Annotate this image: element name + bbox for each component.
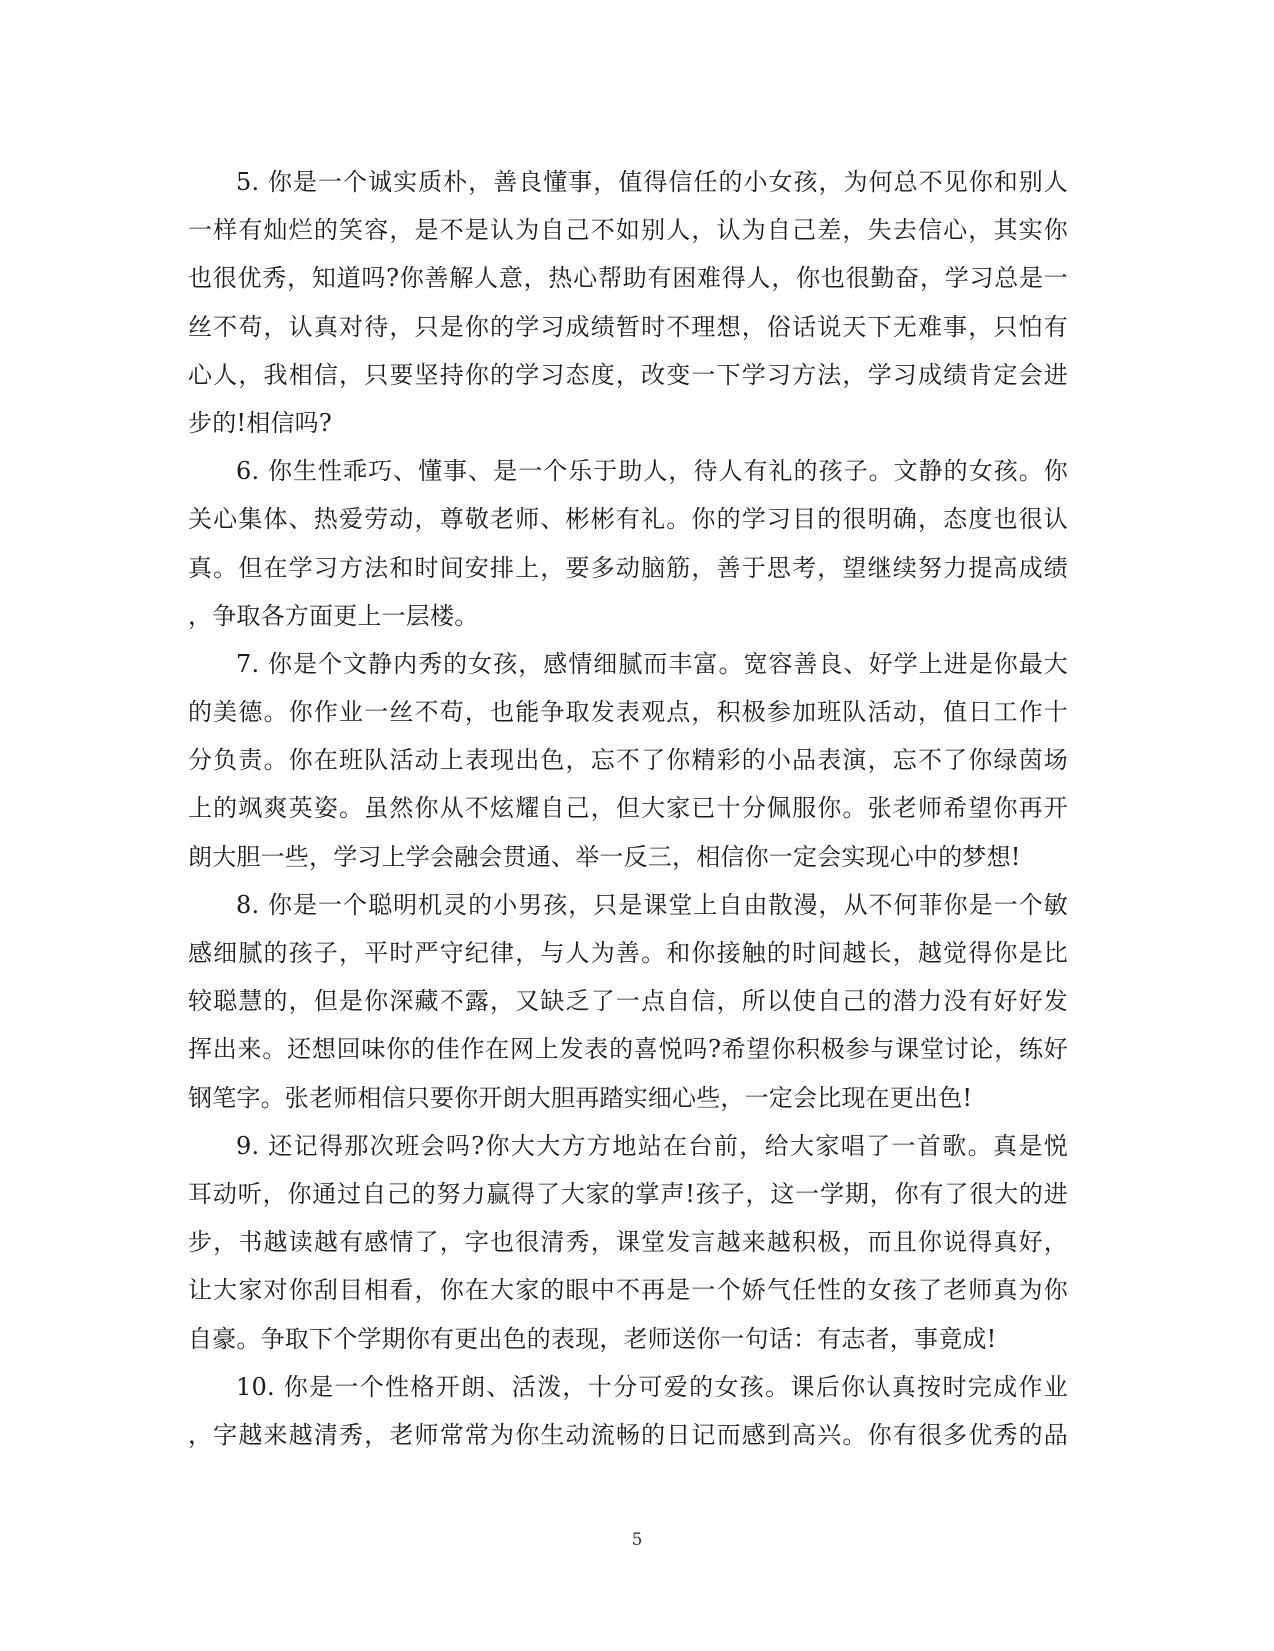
- text-line: 的美德。你作业一丝不苟，也能争取发表观点，积极参加班队活动，值日工作十: [188, 698, 1068, 727]
- text-line: ，字越来越清秀，老师常常为你生动流畅的日记而感到高兴。你有很多优秀的品: [188, 1420, 1068, 1449]
- text-line: 心人，我相信，只要坚持你的学习态度，改变一下学习方法，学习成绩肯定会进: [188, 360, 1068, 389]
- page-number: 5: [631, 1530, 643, 1550]
- text-line: 7. 你是个文静内秀的女孩，感情细腻而丰富。宽容善良、好学上进是你最大: [236, 649, 1068, 678]
- text-line: 上的飒爽英姿。虽然你从不炫耀自己，但大家已十分佩服你。张老师希望你再开: [188, 794, 1068, 823]
- text-line: 关心集体、热爱劳动，尊敬老师、彬彬有礼。你的学习目的很明确，态度也很认: [188, 505, 1068, 534]
- text-line: 步，书越读越有感情了，字也很清秀，课堂发言越来越积极，而且你说得真好，: [188, 1228, 1068, 1257]
- text-line: 挥出来。还想回味你的佳作在网上发表的喜悦吗?希望你积极参与课堂讨论，练好: [188, 1035, 1068, 1064]
- text-line: 5. 你是一个诚实质朴，善良懂事，值得信任的小女孩，为何总不见你和别人: [236, 168, 1068, 196]
- text-line: 步的!相信吗?: [188, 408, 332, 437]
- text-line: 10. 你是一个性格开朗、活泼，十分可爱的女孩。课后你认真按时完成作业: [236, 1372, 1068, 1401]
- text-line: 丝不苟，认真对待，只是你的学习成绩暂时不理想，俗话说天下无难事，只怕有: [188, 312, 1068, 341]
- text-line: 一样有灿烂的笑容，是不是认为自己不如别人，认为自己差，失去信心，其实你: [188, 216, 1068, 245]
- text-line: 朗大胆一些，学习上学会融会贯通、举一反三，相信你一定会实现心中的梦想!: [188, 842, 1021, 871]
- text-line: 9. 还记得那次班会吗?你大大方方地站在台前，给大家唱了一首歌。真是悦: [236, 1131, 1068, 1160]
- text-line: 6. 你生性乖巧、懂事、是一个乐于助人，待人有礼的孩子。文静的女孩。你: [236, 457, 1068, 486]
- text-line: 感细腻的孩子，平时严守纪律，与人为善。和你接触的时间越长，越觉得你是比: [188, 939, 1068, 967]
- text-line: 分负责。你在班队活动上表现出色，忘不了你精彩的小品表演，忘不了你绿茵场: [188, 746, 1068, 775]
- document-body: [188, 158, 1068, 1459]
- text-line: 8. 你是一个聪明机灵的小男孩，只是课堂上自由散漫，从不何菲你是一个敏: [236, 890, 1068, 919]
- text-line: 让大家对你刮目相看，你在大家的眼中不再是一个娇气任性的女孩了老师真为你: [188, 1276, 1068, 1305]
- text-line: 耳动听，你通过自己的努力赢得了大家的掌声!孩子，这一学期，你有了很大的进: [188, 1179, 1068, 1208]
- text-line: 也很优秀，知道吗?你善解人意，热心帮助有困难得人，你也很勤奋，学习总是一: [188, 264, 1068, 293]
- text-line: 真。但在学习方法和时间安排上，要多动脑筋，善于思考，望继续努力提高成绩: [188, 553, 1068, 582]
- text-line: 自豪。争取下个学期你有更出色的表现，老师送你一句话：有志者，事竟成!: [188, 1324, 997, 1353]
- text-line: 较聪慧的，但是你深藏不露，又缺乏了一点自信，所以使自己的潜力没有好好发: [188, 987, 1068, 1016]
- text-line: 钢笔字。张老师相信只要你开朗大胆再踏实细心些，一定会比现在更出色!: [188, 1083, 973, 1112]
- text-line: ，争取各方面更上一层楼。: [188, 601, 479, 630]
